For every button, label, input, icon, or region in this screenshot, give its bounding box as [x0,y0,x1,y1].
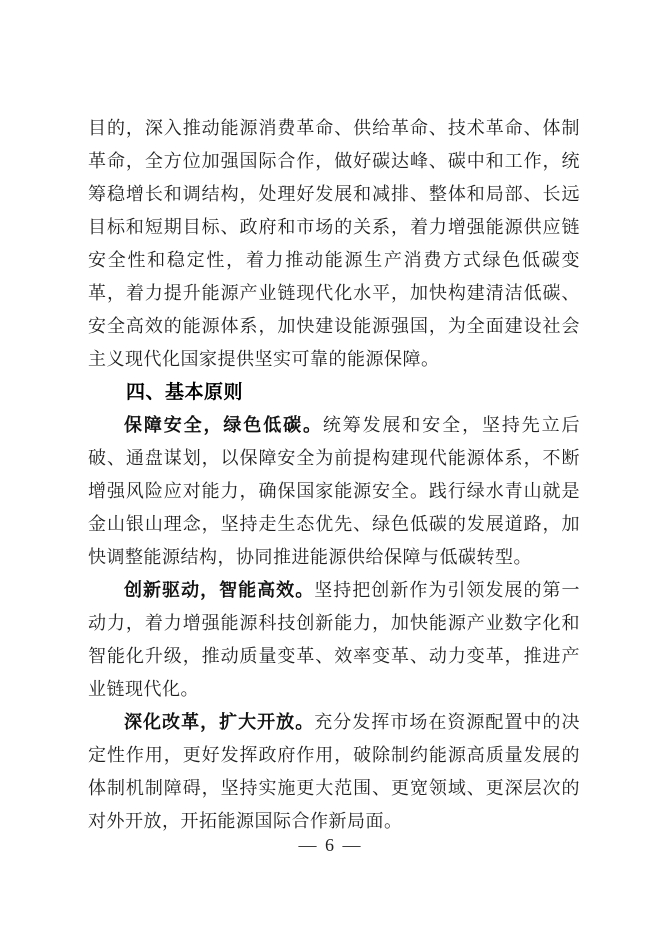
page-number: — 6 — [298,835,363,855]
principle-lead-2: 创新驱动，智能高效。 [124,580,315,600]
principle-lead-1: 保障安全，绿色低碳。 [124,415,323,435]
paragraph-continuation: 目的，深入推动能源消费革命、供给革命、技术革命、体制革命，全方位加强国际合作，做好碳达峰、碳中和工作，统筹稳增长和调结构，处理好发展和减排、整体和局部、长远目标和短期目标、政府和市场的关系，着力增强能源供应链安全性和稳定性，着力推动能源生产消费方式绿色低碳变革，着力提升能源产业链现代化水平，加快构建清洁低碳、安全高效的能源体系，加快建设能源强国，为全面建设社会主义现代化国家提供坚实可靠的能源保障。 [88,118,580,369]
page-footer [0,833,661,857]
document-body [88,112,580,838]
principle-body-1: 统筹发展和安全，坚持先立后破、通盘谋划，以保障安全为前提构建现代能源体系，不断增强风险应对能力，确保国家能源安全。践行绿水青山就是金山银山理念，坚持走生态优先、绿色低碳的发展道路，加快调整能源结构，协同推进能源供给保障与低碳转型。 [88,415,581,567]
principle-lead-3: 深化改革，扩大开放。 [124,712,315,732]
principle-paragraph-3 [88,706,580,838]
principle-body-2: 坚持把创新作为引领发展的第一动力，着力增强能源科技创新能力，加快能源产业数字化和智能化升级，推动质量变革、效率变革、动力变革，推进产业链现代化。 [88,580,580,699]
principle-paragraph-1 [88,409,580,574]
principle-paragraph-2 [88,574,580,706]
section-heading: 四、基本原则 [126,382,244,403]
principle-body-3: 充分发挥市场在资源配置中的决定性作用，更好发挥政府作用，破除制约能源高质量发展的体制机制障碍，坚持实施更大范围、更宽领域、更深层次的对外开放，开拓能源国际合作新局面。 [88,712,580,831]
